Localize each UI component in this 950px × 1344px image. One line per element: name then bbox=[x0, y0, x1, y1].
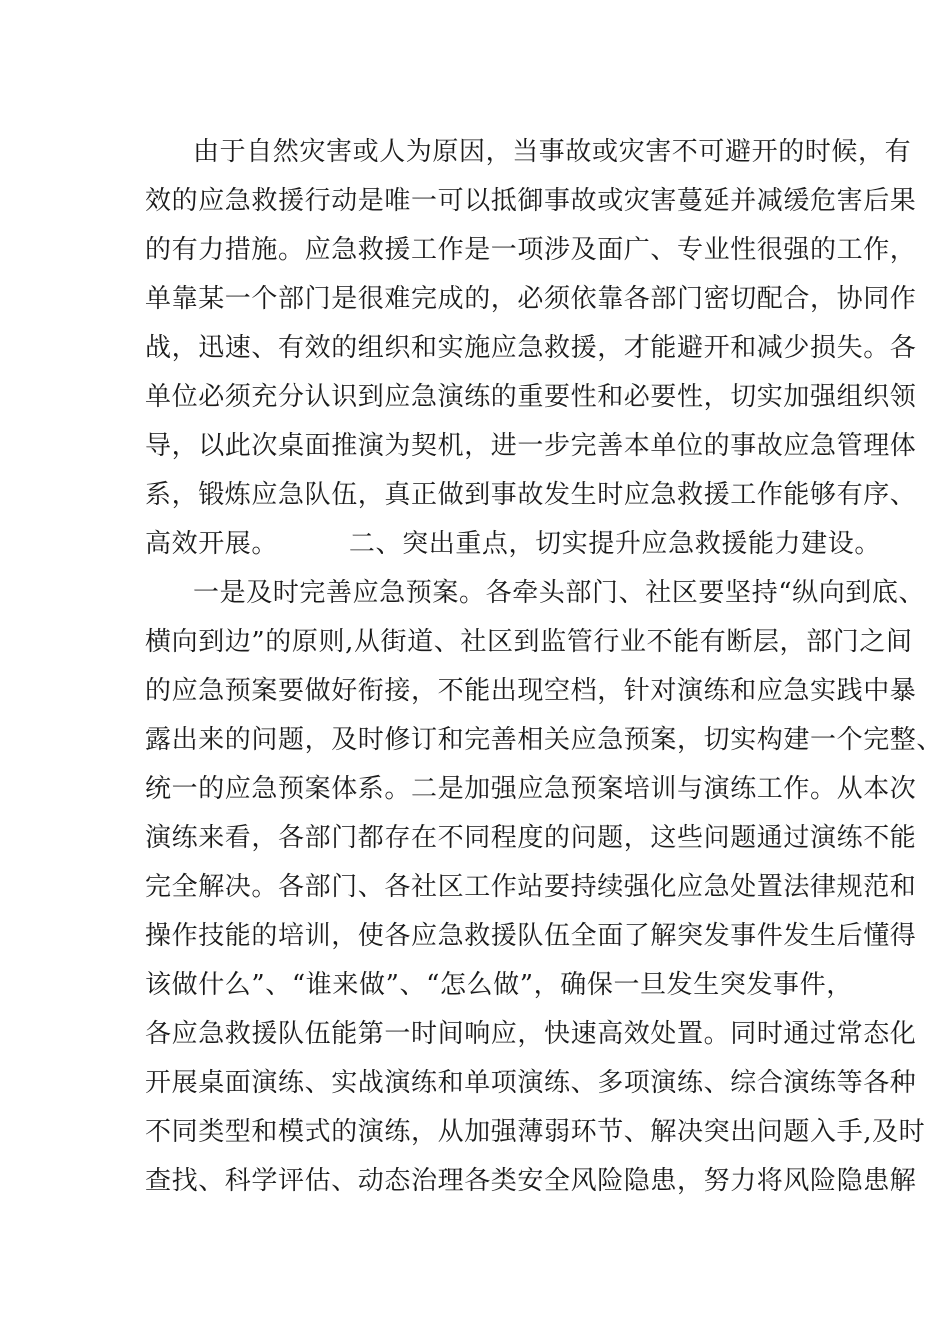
text-line-11: 横向到边”的原则,从街道、社区到监管行业不能有断层，部门之间 bbox=[145, 627, 913, 657]
text-line-16: 完全解决。各部门、各社区工作站要持续强化应急处置法律规范和 bbox=[145, 872, 917, 902]
text-line-9: 高效开展。 二、突出重点，切实提升应急救援能力建设。 bbox=[145, 529, 881, 559]
text-line-5: 战，迅速、有效的组织和实施应急救援，才能避开和减少损失。各 bbox=[145, 333, 917, 363]
text-line-3: 的有力措施。应急救援工作是一项涉及面广、专业性很强的工作， bbox=[145, 235, 917, 265]
text-line-2: 效的应急救援行动是唯一可以抵御事故或灾害蔓延并减缓危害后果 bbox=[145, 186, 917, 216]
text-line-13: 露出来的问题，及时修订和完善相关应急预案，切实构建一个完整、 bbox=[145, 725, 944, 755]
text-line-7: 导，以此次桌面推演为契机，进一步完善本单位的事故应急管理体 bbox=[145, 431, 917, 461]
text-line-14: 统一的应急预案体系。二是加强应急预案培训与演练工作。从本次 bbox=[145, 774, 917, 804]
text-line-6: 单位必须充分认识到应急演练的重要性和必要性，切实加强组织领 bbox=[145, 382, 917, 412]
text-line-10: 一是及时完善应急预案。各牵头部门、社区要坚持“纵向到底、 bbox=[193, 578, 926, 608]
text-line-22: 查找、科学评估、动态治理各类安全风险隐患，努力将风险隐患解 bbox=[145, 1166, 917, 1196]
text-line-19: 各应急救援队伍能第一时间响应，快速高效处置。同时通过常态化 bbox=[145, 1019, 917, 1049]
text-line-8: 系，锻炼应急队伍，真正做到事故发生时应急救援工作能够有序、 bbox=[145, 480, 917, 510]
text-line-4: 单靠某一个部门是很难完成的，必须依靠各部门密切配合，协同作 bbox=[145, 284, 917, 314]
text-line-17: 操作技能的培训，使各应急救援队伍全面了解突发事件发生后懂得 bbox=[145, 921, 917, 951]
text-line-21: 不同类型和模式的演练，从加强薄弱环节、解决突出问题入手,及时 bbox=[145, 1117, 926, 1147]
text-line-12: 的应急预案要做好衔接，不能出现空档，针对演练和应急实践中暴 bbox=[145, 676, 917, 706]
text-line-15: 演练来看，各部门都存在不同程度的问题，这些问题通过演练不能 bbox=[145, 823, 917, 853]
text-line-20: 开展桌面演练、实战演练和单项演练、多项演练、综合演练等各种 bbox=[145, 1068, 917, 1098]
text-line-18: 该做什么”、“谁来做”、“怎么做”，确保一旦发生突发事件， bbox=[145, 970, 853, 1000]
text-line-1: 由于自然灾害或人为原因，当事故或灾害不可避开的时候，有 bbox=[193, 137, 912, 167]
